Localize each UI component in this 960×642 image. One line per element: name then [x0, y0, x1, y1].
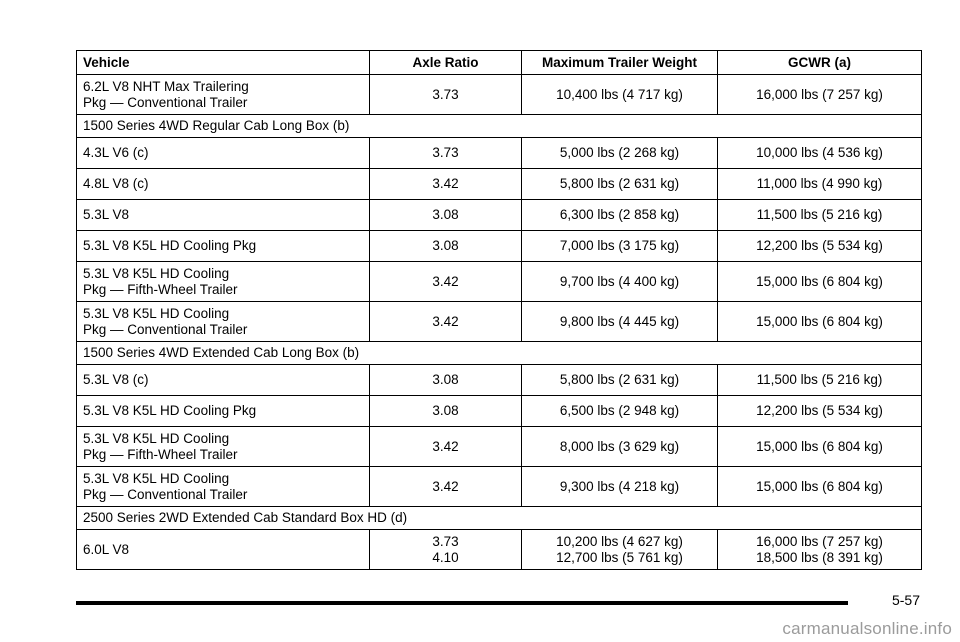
cell-line: 11,000 lbs (4 990 kg)	[756, 176, 883, 191]
cell-line: 6,300 lbs (2 858 kg)	[559, 207, 680, 222]
cell-line: 5.3L V8 K5L HD Cooling Pkg	[83, 238, 257, 253]
cell-line: 11,500 lbs (5 216 kg)	[756, 207, 883, 222]
axle-ratio-cell	[370, 302, 522, 342]
cell-line: 5,800 lbs (2 631 kg)	[559, 176, 680, 191]
cell-line: Pkg — Conventional Trailer	[83, 486, 248, 502]
cell-line: 5,000 lbs (2 268 kg)	[559, 145, 680, 160]
vehicle-cell	[77, 262, 370, 302]
trailer-weight-table	[76, 50, 922, 570]
gcwr-cell	[718, 200, 922, 231]
gcwr-cell	[718, 530, 922, 570]
axle-ratio-cell	[370, 200, 522, 231]
axle-ratio-cell	[370, 427, 522, 467]
vehicle-cell	[77, 75, 370, 115]
gcwr-cell	[718, 169, 922, 200]
section-row	[77, 507, 922, 530]
cell-line: 6.0L V8	[83, 541, 130, 557]
table-row	[77, 200, 922, 231]
trailer-weight-cell	[522, 467, 718, 507]
trailer-weight-cell	[522, 530, 718, 570]
axle-ratio-cell	[370, 231, 522, 262]
vehicle-cell	[77, 365, 370, 396]
trailer-weight-cell	[522, 302, 718, 342]
cell-line: 4.10	[432, 549, 459, 565]
table-row	[77, 365, 922, 396]
table-row	[77, 427, 922, 467]
axle-ratio-cell	[370, 396, 522, 427]
cell-line: 5.3L V8 K5L HD Cooling	[83, 470, 230, 486]
cell-line: 12,700 lbs (5 761 kg)	[556, 549, 683, 565]
gcwr-cell	[718, 262, 922, 302]
cell-line: 12,200 lbs (5 534 kg)	[756, 238, 883, 253]
cell-line: 3.73	[432, 86, 459, 102]
section-row	[77, 342, 922, 365]
gcwr-cell	[718, 75, 922, 115]
vehicle-cell	[77, 396, 370, 427]
cell-line: Pkg — Fifth-Wheel Trailer	[83, 446, 238, 462]
trailer-weight-cell	[522, 169, 718, 200]
cell-line: 3.73	[432, 145, 459, 160]
section-title: 1500 Series 4WD Regular Cab Long Box (b)	[77, 115, 922, 138]
axle-ratio-cell	[370, 169, 522, 200]
gcwr-cell	[718, 467, 922, 507]
table-row	[77, 169, 922, 200]
cell-line: 15,000 lbs (6 804 kg)	[756, 273, 883, 289]
cell-line: 3.42	[432, 313, 459, 329]
header-max-trailer-weight: Maximum Trailer Weight	[522, 51, 718, 75]
cell-line: 5.3L V8 K5L HD Cooling	[83, 265, 230, 281]
cell-line: 3.42	[432, 273, 459, 289]
vehicle-cell	[77, 427, 370, 467]
table-row	[77, 302, 922, 342]
trailer-weight-cell	[522, 365, 718, 396]
gcwr-cell	[718, 396, 922, 427]
cell-line: 15,000 lbs (6 804 kg)	[756, 313, 883, 329]
cell-line: 15,000 lbs (6 804 kg)	[756, 438, 883, 454]
gcwr-cell	[718, 427, 922, 467]
cell-line: 9,700 lbs (4 400 kg)	[559, 273, 680, 289]
gcwr-cell	[718, 231, 922, 262]
cell-line: 16,000 lbs (7 257 kg)	[756, 533, 883, 549]
axle-ratio-cell	[370, 467, 522, 507]
vehicle-cell	[77, 231, 370, 262]
section-row	[77, 115, 922, 138]
page-number: 5-57	[891, 592, 920, 608]
cell-line: 12,200 lbs (5 534 kg)	[756, 403, 883, 418]
header-gcwr: GCWR (a)	[718, 51, 922, 75]
trailer-weight-cell	[522, 396, 718, 427]
cell-line: 7,000 lbs (3 175 kg)	[559, 238, 680, 253]
cell-line: 3.08	[432, 207, 459, 222]
cell-line: Pkg — Conventional Trailer	[83, 321, 248, 337]
cell-line: 5.3L V8 (c)	[83, 372, 149, 387]
section-title: 1500 Series 4WD Extended Cab Long Box (b)	[77, 342, 922, 365]
cell-line: 4.3L V6 (c)	[83, 145, 149, 160]
table-header-row	[77, 51, 922, 75]
gcwr-cell	[718, 138, 922, 169]
cell-line: 11,500 lbs (5 216 kg)	[756, 372, 883, 387]
cell-line: 3.42	[432, 176, 459, 191]
vehicle-cell	[77, 302, 370, 342]
axle-ratio-cell	[370, 75, 522, 115]
cell-line: 4.8L V8 (c)	[83, 176, 149, 191]
gcwr-cell	[718, 365, 922, 396]
vehicle-cell	[77, 169, 370, 200]
vehicle-cell	[77, 138, 370, 169]
header-axle-ratio: Axle Ratio	[370, 51, 522, 75]
axle-ratio-cell	[370, 530, 522, 570]
trailer-weight-cell	[522, 231, 718, 262]
cell-line: 10,200 lbs (4 627 kg)	[556, 533, 683, 549]
cell-line: 3.08	[432, 372, 459, 387]
trailer-weight-cell	[522, 75, 718, 115]
cell-line: 10,400 lbs (4 717 kg)	[556, 86, 683, 102]
vehicle-cell	[77, 467, 370, 507]
gcwr-cell	[718, 302, 922, 342]
cell-line: 6,500 lbs (2 948 kg)	[559, 403, 680, 418]
cell-line: 3.42	[432, 438, 459, 454]
cell-line: 5.3L V8 K5L HD Cooling	[83, 430, 230, 446]
cell-line: 18,500 lbs (8 391 kg)	[756, 549, 883, 565]
vehicle-cell	[77, 530, 370, 570]
cell-line: 9,300 lbs (4 218 kg)	[559, 478, 680, 494]
cell-line: 16,000 lbs (7 257 kg)	[756, 86, 883, 102]
cell-line: 3.08	[432, 403, 459, 418]
table-row	[77, 262, 922, 302]
header-vehicle: Vehicle	[77, 51, 370, 75]
cell-line: 5,800 lbs (2 631 kg)	[559, 372, 680, 387]
table-row	[77, 467, 922, 507]
table-row	[77, 231, 922, 262]
trailer-weight-cell	[522, 200, 718, 231]
section-title: 2500 Series 2WD Extended Cab Standard Box HD (d)	[77, 507, 922, 530]
trailer-weight-cell	[522, 138, 718, 169]
cell-line: 3.08	[432, 238, 459, 253]
cell-line: 5.3L V8 K5L HD Cooling Pkg	[83, 403, 257, 418]
table-row	[77, 138, 922, 169]
cell-line: 9,800 lbs (4 445 kg)	[559, 313, 680, 329]
footer-rule	[76, 601, 848, 605]
cell-line: Pkg — Conventional Trailer	[83, 94, 248, 110]
cell-line: Pkg — Fifth-Wheel Trailer	[83, 281, 238, 297]
cell-line: 5.3L V8	[83, 207, 130, 222]
cell-line: 15,000 lbs (6 804 kg)	[756, 478, 883, 494]
cell-line: 8,000 lbs (3 629 kg)	[559, 438, 680, 454]
table-body	[77, 75, 922, 570]
watermark-text: carmanualsonline.info	[782, 619, 952, 638]
cell-line: 3.73	[432, 533, 459, 549]
axle-ratio-cell	[370, 262, 522, 302]
table-row	[77, 530, 922, 570]
trailer-weight-cell	[522, 427, 718, 467]
table-row	[77, 75, 922, 115]
cell-line: 5.3L V8 K5L HD Cooling	[83, 305, 230, 321]
cell-line: 3.42	[432, 478, 459, 494]
vehicle-cell	[77, 200, 370, 231]
table-row	[77, 396, 922, 427]
cell-line: 6.2L V8 NHT Max Trailering	[83, 78, 249, 94]
trailer-weight-cell	[522, 262, 718, 302]
cell-line: 10,000 lbs (4 536 kg)	[756, 145, 883, 160]
axle-ratio-cell	[370, 365, 522, 396]
axle-ratio-cell	[370, 138, 522, 169]
